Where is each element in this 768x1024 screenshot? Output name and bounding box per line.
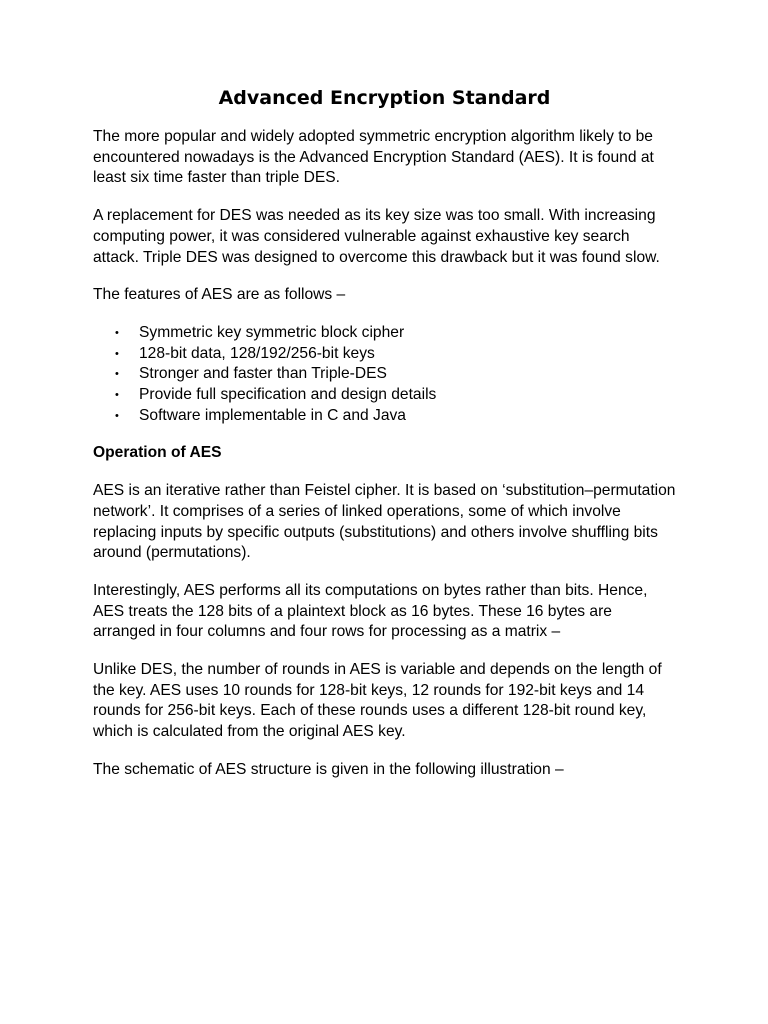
intro-paragraph-2: A replacement for DES was needed as its key size was too small. With increasing computing power, it was considered vulnerable against exhaustive key search attack. Triple DES was designed to overcome this drawback but it was found slow. (93, 207, 660, 266)
feature-text: Stronger and faster than Triple-DES (139, 365, 387, 383)
list-item (115, 385, 676, 406)
section-paragraph-4: The schematic of AES structure is given in the following illustration – (93, 760, 564, 778)
feature-text: Provide full specification and design details (139, 386, 437, 404)
list-item (115, 323, 676, 344)
bullet-icon: • (115, 326, 119, 339)
feature-text: Symmetric key symmetric block cipher (139, 323, 405, 341)
list-item (115, 364, 676, 385)
feature-text: 128-bit data, 128/192/256-bit keys (139, 344, 375, 362)
bullet-icon: • (115, 409, 119, 422)
features-list (93, 323, 676, 427)
intro-paragraph-1: The more popular and widely adopted symmetric encryption algorithm likely to be encountered nowadays is the Advanced Encryption Standard (AES). It is found at least six time faster than triple DES. (93, 128, 654, 187)
bullet-icon: • (115, 389, 119, 402)
bullet-icon: • (115, 347, 119, 360)
document-body (93, 86, 676, 798)
section-paragraph-1: AES is an iterative rather than Feistel cipher. It is based on ‘substitution–permutation network’. It comprises of a series of linked operations, some of which involve replacing inputs by specific outputs (substitutions) and others involve shuffling bits around (permutations). (93, 482, 676, 562)
list-item (115, 344, 676, 365)
section-paragraph-3: Unlike DES, the number of rounds in AES is variable and depends on the length of the key. AES uses 10 rounds for 128-bit keys, 12 rounds for 192-bit keys and 14 rounds for 256-bit keys. Each of these rounds uses a different 128-bit round key, which is calculated from the original AES key. (93, 661, 662, 741)
features-intro-paragraph: The features of AES are as follows – (93, 286, 346, 304)
section-paragraph-2: Interestingly, AES performs all its computations on bytes rather than bits. Hence, AES treats the 128 bits of a plaintext block as 16 bytes. These 16 bytes are arranged in four columns and four rows for processing as a matrix – (93, 581, 648, 641)
feature-text: Software implementable in C and Java (139, 406, 406, 424)
section-heading: Operation of AES (93, 444, 222, 462)
list-item (115, 406, 676, 427)
document-title: Advanced Encryption Standard (218, 87, 551, 109)
bullet-icon: • (115, 368, 119, 381)
